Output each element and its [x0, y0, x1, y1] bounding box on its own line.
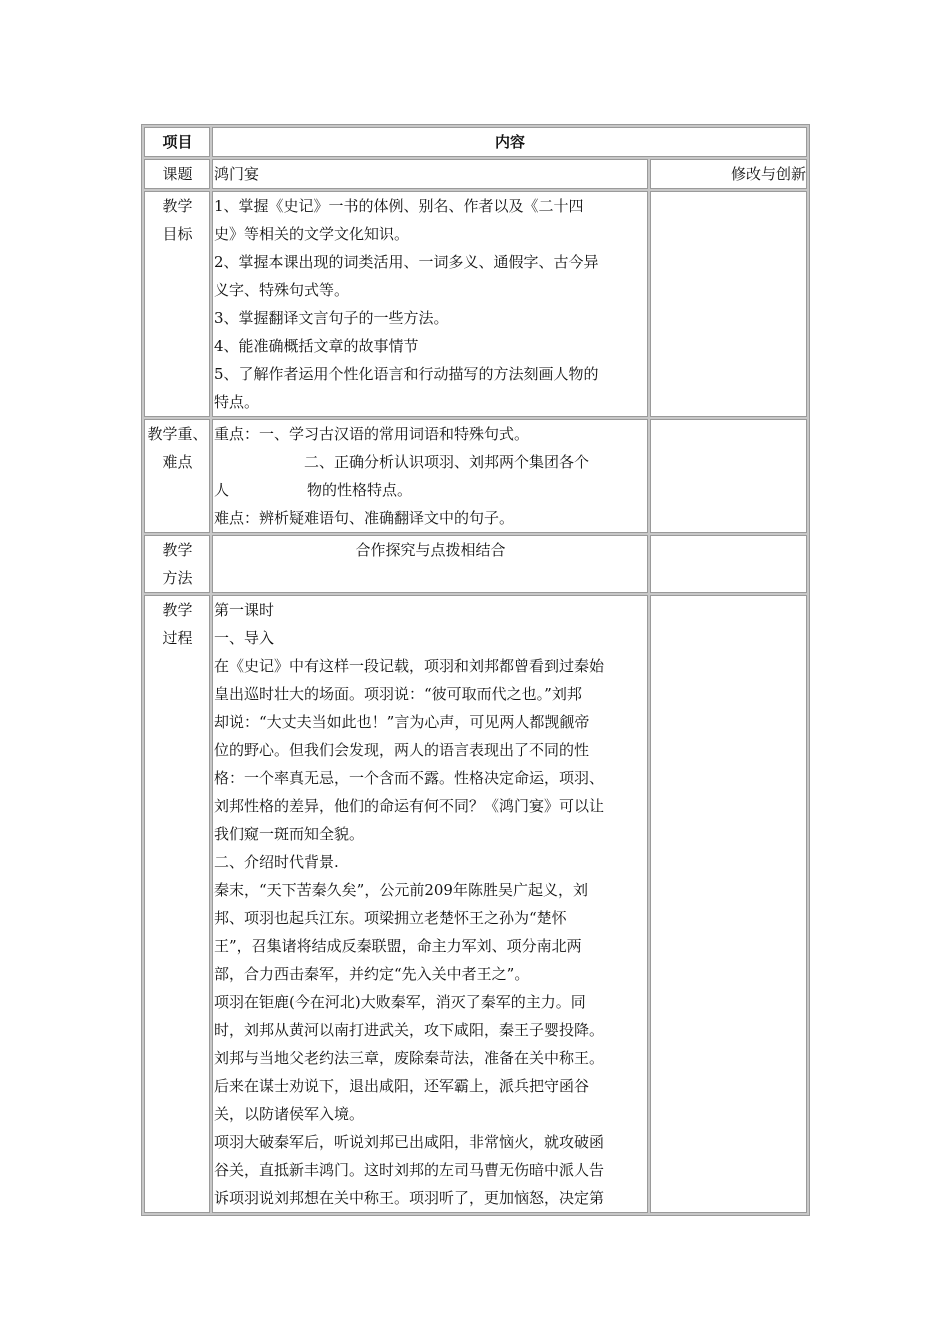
- process-row: [144, 595, 807, 1213]
- process-line: 二、介绍时代背景.: [214, 853, 339, 871]
- process-label-line1: 教学: [162, 601, 193, 619]
- keys-label-line1: 教学重、: [147, 425, 208, 443]
- process-line: 王”，召集诸将结成反秦联盟，命主力军刘、项分南北两: [214, 937, 582, 955]
- method-row: [144, 535, 807, 593]
- process-line: 一、导入: [214, 629, 275, 647]
- process-line: 后来在谋士劝说下，退出咸阳，还军霸上，派兵把守函谷: [214, 1077, 590, 1095]
- process-line: 格：一个率真无忌，一个含而不露。性格决定命运，项羽、: [214, 769, 605, 787]
- lesson-plan-table: [141, 124, 810, 1216]
- process-content: [212, 595, 648, 1213]
- process-line: 第一课时: [214, 601, 275, 619]
- goal-line: 特点。: [214, 393, 260, 411]
- goal-line: 1、掌握《史记》一书的体例、别名、作者以及《二十四: [214, 197, 584, 215]
- topic-label: 课题: [144, 159, 210, 189]
- header-row: [144, 127, 807, 157]
- process-line: 位的野心。但我们会发现，两人的语言表现出了不同的性: [214, 741, 590, 759]
- method-value: 合作探究与点拨相结合: [212, 535, 648, 593]
- revision-note: 修改与创新: [650, 159, 807, 189]
- process-line: 诉项羽说刘邦想在关中称王。项羽听了，更加恼怒，决定第: [214, 1189, 605, 1207]
- topic-row: [144, 159, 807, 189]
- process-line: 项羽在钜鹿(今在河北)大败秦军，消灭了秦军的主力。同: [214, 993, 586, 1011]
- method-label-line1: 教学: [162, 541, 193, 559]
- header-item: 项目: [144, 127, 210, 157]
- process-line: 刘邦与当地父老约法三章，废除秦苛法，准备在关中称王。: [214, 1049, 605, 1067]
- goals-note-cell: [650, 191, 807, 417]
- process-line: 时，刘邦从黄河以南打进武关，攻下咸阳，秦王子婴投降。: [214, 1021, 605, 1039]
- process-label-line2: 过程: [162, 629, 193, 647]
- keys-note-cell: [650, 419, 807, 533]
- keys-content: [212, 419, 648, 533]
- key-point-line: [214, 476, 647, 504]
- process-line: 却说：“大丈夫当如此也！”言为心声，可见两人都觊觎帝: [214, 713, 590, 731]
- process-line: 我们窥一斑而知全貌。: [214, 825, 365, 843]
- difficulty-line: 难点：辨析疑难语句、准确翻译文中的句子。: [214, 509, 515, 527]
- process-line: 部，合力西击秦军，并约定“先入关中者王之”。: [214, 965, 530, 983]
- method-note-cell: [650, 535, 807, 593]
- method-label-line2: 方法: [162, 569, 193, 587]
- header-content: 内容: [212, 127, 807, 157]
- process-line: 秦末，“天下苦秦久矣”，公元前209年陈胜吴广起义，刘: [214, 881, 588, 899]
- goals-row: [144, 191, 807, 417]
- goals-label-line2: 目标: [162, 225, 193, 243]
- goal-line: 5、了解作者运用个性化语言和行动描写的方法刻画人物的: [214, 365, 599, 383]
- topic-value: 鸿门宴: [212, 159, 648, 189]
- key-point-line: 二、正确分析认识项羽、刘邦两个集团各个: [304, 453, 590, 471]
- process-line: 谷关，直抵新丰鸿门。这时刘邦的左司马曹无伤暗中派人告: [214, 1161, 605, 1179]
- goal-line: 4、能准确概括文章的故事情节: [214, 337, 419, 355]
- goal-line: 史》等相关的文学文化知识。: [214, 225, 410, 243]
- process-line: 关，以防诸侯军入境。: [214, 1105, 365, 1123]
- method-label: [144, 535, 210, 593]
- goals-label-line1: 教学: [162, 197, 193, 215]
- process-line: 在《史记》中有这样一段记载，项羽和刘邦都曾看到过秦始: [214, 657, 605, 675]
- keys-row: [144, 419, 807, 533]
- process-line: 项羽大破秦军后，听说刘邦已出咸阳，非常恼火，就攻破函: [214, 1133, 605, 1151]
- process-line: 刘邦性格的差异，他们的命运有何不同？《鸿门宴》可以让: [214, 797, 605, 815]
- keys-label-line2: 难点: [162, 453, 193, 471]
- process-label: [144, 595, 210, 1213]
- keys-label: [144, 419, 210, 533]
- goals-content: [212, 191, 648, 417]
- process-note-cell: [650, 595, 807, 1213]
- goal-line: 义字、特殊句式等。: [214, 281, 350, 299]
- process-line: 皇出巡时壮大的场面。项羽说：“彼可取而代之也。”刘邦: [214, 685, 582, 703]
- key-point-line: 重点：一、学习古汉语的常用词语和特殊句式。: [214, 425, 530, 443]
- process-line: 邦、项羽也起兵江东。项梁拥立老楚怀王之孙为“楚怀: [214, 909, 567, 927]
- key-point-text: 物的性格特点。: [307, 481, 413, 499]
- goal-line: 3、掌握翻译文言句子的一些方法。: [214, 309, 449, 327]
- key-point-text: 人: [214, 481, 230, 499]
- goal-line: 2、掌握本课出现的词类活用、一词多义、通假字、古今异: [214, 253, 599, 271]
- goals-label: [144, 191, 210, 417]
